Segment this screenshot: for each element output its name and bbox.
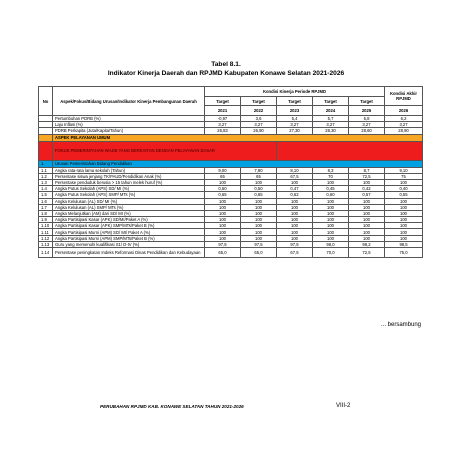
row-value: 70 [313,173,349,179]
col-header-aspek: Aspek/Fokus/Bidang Urusan/Indikator Kinerja Pembangunan Daerah [53,87,205,116]
row-value: 100 [385,223,423,229]
row-value: 98,0 [313,241,349,247]
row-value: 0,57 [349,192,385,198]
row-value: 100 [241,204,277,210]
row-value: 0,45 [313,186,349,192]
col-year: 2024 [313,106,349,116]
row-value: 0,40 [385,186,423,192]
row-value: 100 [277,179,313,185]
row-no: 1.13 [39,241,53,247]
continued-note: ... bersambung [381,322,422,328]
table-caption: Tabel 8.1. [211,61,241,68]
row-value: 26,83 [205,128,241,134]
row-value: 100 [313,179,349,185]
row-no: 1.8 [39,210,53,216]
row-value: 6,2 [385,116,423,122]
col-header-akhir: Kondisi Akhir RPJMD [385,87,423,106]
row-label: Guru yang memenuhi kualifikasi S1/ D-IV (%) [53,241,205,247]
row-value: 100 [205,179,241,185]
row-value: 0,60 [313,192,349,198]
row-value: 100 [385,217,423,223]
row-label: PDRB Perkapita (Juta/Kapita/Tahun) [53,128,205,134]
row-value: 100 [313,198,349,204]
row-value: 100 [349,217,385,223]
col-header-periode: Kondisi Kinerja Periode RPJMD [205,87,385,97]
page-number: VIII-2 [336,403,351,409]
col-target-label: Target [205,97,241,106]
row-no: 1.6 [39,198,53,204]
row-value: 67,5 [277,173,313,179]
row-label: Persentase penduduk berusia > 15 tahun melek huruf (%) [53,179,205,185]
row-value: 98,2 [349,241,385,247]
row-value: 0,62 [277,192,313,198]
row-label: Persentase peningkatan Indeks Reformasi Dinas Pendidikan dan Kebudayaan [53,248,205,258]
row-no: 1.14 [39,248,53,258]
row-label: Angka Putus Sekolah (APS) SMP/ MTs (%) [53,192,205,198]
row-value: 0,42 [349,186,385,192]
row-value: 3,27 [241,122,277,128]
row-no: 1.11 [39,229,53,235]
row-value: 75 [385,173,423,179]
row-value: 100 [385,179,423,185]
row-value: 100 [385,235,423,241]
row-no: 1.10 [39,223,53,229]
row-label: Angka Partisipasi Kasar (APK) SMP/MTs/Paket B (%) [53,223,205,229]
indicator-table [38,86,423,258]
row-value: 3,27 [349,122,385,128]
row-value: 97,5 [241,241,277,247]
row-no: 1.12 [39,235,53,241]
row-value: 75,0 [385,248,423,258]
row-value: 98,5 [385,241,423,247]
fokus-label: FOKUS PEMERINTAHAN WAJIB YANG BERKAITAN DENGAN PELAYANAN DASAR [53,141,277,160]
row-value: 3,27 [205,122,241,128]
row-value: 0,65 [241,192,277,198]
row-value: 97,5 [205,241,241,247]
row-value: 9,10 [385,167,423,173]
aspek-row [39,134,423,141]
row-no: 1.9 [39,217,53,223]
row-no: 1.1 [39,167,53,173]
row-no: 1.3 [39,179,53,185]
row-value: 100 [385,204,423,210]
row-value: 100 [313,229,349,235]
row-value: 65 [241,173,277,179]
row-value: 100 [277,235,313,241]
row-value: 5,8 [349,116,385,122]
row-label: Angka Partisipasi Murni (APM) SMP/MTs/Paket B (%) [53,235,205,241]
row-value: 0,47 [277,186,313,192]
row-value: 72,5 [349,173,385,179]
row-no: 1.7 [39,204,53,210]
row-value: 8,10 [277,167,313,173]
row-value: 100 [241,229,277,235]
row-label: Angka Kelulusan (AL) SMP/ MTs (%) [53,204,205,210]
row-value: 100 [349,210,385,216]
row-label: Angka Kelulusan (AL) SD/ MI (%) [53,198,205,204]
row-value: 100 [313,204,349,210]
row-value: 100 [313,210,349,216]
row-value: 100 [349,235,385,241]
row-value: 0,50 [205,186,241,192]
col-target-label: Target [349,97,385,106]
row-value: 5,4 [277,116,313,122]
row-value: 100 [385,210,423,216]
row-value: 100 [241,235,277,241]
row-no: 1.5 [39,192,53,198]
row-value: 100 [277,198,313,204]
col-header-no: No [39,87,53,116]
row-value: 0,50 [241,186,277,192]
row-label: Angka Partisipasi Murni (APM) SD/ MI/ Paket A (%) [53,229,205,235]
row-value: 5,7 [313,116,349,122]
table-row [39,248,423,258]
row-value: 100 [349,179,385,185]
urusan-no: 1. [39,160,53,167]
row-value: 100 [349,204,385,210]
row-label: Laju Inflasi (%) [53,122,205,128]
row-value: 28,90 [385,128,423,134]
row-value: 8,7 [349,167,385,173]
row-value: 3,6 [241,116,277,122]
row-value: 100 [349,198,385,204]
row-value: 100 [241,198,277,204]
row-value: 3,27 [313,122,349,128]
row-value: 100 [241,210,277,216]
row-label: Angka rata-rata lama sekolah (Tahun) [53,167,205,173]
row-value: 97,5 [277,241,313,247]
row-value: 100 [241,223,277,229]
row-value: 100 [241,179,277,185]
col-target-label: Target [241,97,277,106]
row-value: 8,3 [313,167,349,173]
row-value: 100 [277,210,313,216]
row-value: 100 [241,217,277,223]
col-target-label: Target [277,97,313,106]
row-label: Pertumbuhan PDRB (%) [53,116,205,122]
fokus-row [39,141,423,160]
row-label: Persentase siswa jenjang TK/PAUD/Pendidikan Anak (%) [53,173,205,179]
row-value: 100 [205,223,241,229]
col-target-label: Target [313,97,349,106]
row-value: 100 [205,217,241,223]
row-value: 65,0 [241,248,277,258]
page-footer: PERUBAHAN RPJMD KAB. KONAWE SELATAN TAHUN 2021-2026 [100,404,244,409]
row-value: 100 [349,223,385,229]
row-label: Angka Putus Sekolah (APS) SD/ MI (%) [53,186,205,192]
urusan-label: Urusan Pemerintahan Bidang Pendidikan [53,160,423,167]
row-value: 28,60 [349,128,385,134]
row-value: 100 [205,235,241,241]
row-value: 100 [205,198,241,204]
row-value: 0,55 [385,192,423,198]
row-value: 100 [277,229,313,235]
row-value: 9,00 [205,167,241,173]
row-value: 100 [205,229,241,235]
row-value: 26,90 [241,128,277,134]
row-value: 100 [385,198,423,204]
row-no: 1.4 [39,186,53,192]
row-value: 100 [385,229,423,235]
col-year: 2025 [349,106,385,116]
table-title: Indikator Kinerja Daerah dan RPJMD Kabupaten Konawe Selatan 2021-2026 [107,70,345,77]
row-value: 100 [349,229,385,235]
row-value: 65 [205,173,241,179]
row-value: 100 [205,204,241,210]
row-value: 7,90 [241,167,277,173]
row-value: 27,30 [277,128,313,134]
col-year: 2023 [277,106,313,116]
col-year: 2026 [385,106,423,116]
row-value: 65,0 [205,248,241,258]
row-value: 3,27 [277,122,313,128]
aspek-label: ASPEK PELAYANAN UMUM [53,134,423,141]
row-value: 28,30 [313,128,349,134]
col-year: 2021 [205,106,241,116]
row-value: 72,5 [349,248,385,258]
urusan-row [39,160,423,167]
row-value: -0,97 [205,116,241,122]
row-value: 100 [313,223,349,229]
row-value: 100 [313,217,349,223]
row-value: 100 [277,223,313,229]
row-value: 70,0 [313,248,349,258]
row-no: 1.2 [39,173,53,179]
row-value: 67,5 [277,248,313,258]
row-label: Angka Partisipasi Kasar (APK) SD/MI/Paket A (%) [53,217,205,223]
col-year: 2022 [241,106,277,116]
row-value: 100 [205,210,241,216]
row-value: 100 [277,217,313,223]
row-value: 100 [313,235,349,241]
row-value: 0,65 [205,192,241,198]
row-value: 3,27 [385,122,423,128]
row-label: Angka Melanjutkan (AM) dari SD/ MI (%) [53,210,205,216]
row-value: 100 [277,204,313,210]
